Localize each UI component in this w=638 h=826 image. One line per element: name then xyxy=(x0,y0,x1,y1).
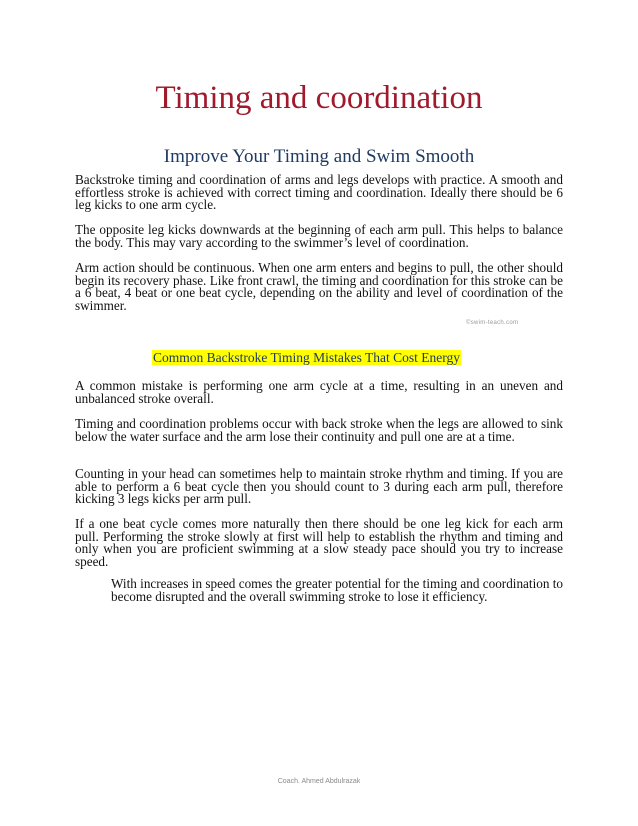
page-subtitle: Improve Your Timing and Swim Smooth xyxy=(163,146,475,167)
paragraph-one-beat-cycle: If a one beat cycle comes more naturally then there should be one leg kick for each arm pull. Performing the stroke slowly at first will help to establish the rhythm and timing and only when you are proficient swimming at a slow steady pace should you try to increase speed. xyxy=(75,516,563,569)
paragraph-counting: Counting in your head can sometimes help to maintain stroke rhythm and timing. If you are able to perform a 6 beat cycle then you should count to 3 during each arm pull, therefore kicking 3 legs kicks per arm pull. xyxy=(75,466,563,507)
indented-quote: With increases in speed comes the greater potential for the timing and coordination to become disrupted and the overall swimming stroke to lose it efficiency. xyxy=(111,576,563,604)
paragraph-leg-kicks: The opposite leg kicks downwards at the beginning of each arm pull. This helps to balance the body. This may vary according to the swimmer’s level of coordination. xyxy=(75,222,563,250)
section-heading-mistakes: Common Backstroke Timing Mistakes That Cost Energy xyxy=(153,350,461,365)
paragraph-arm-action: Arm action should be continuous. When one arm enters and begins to pull, the other should begin its recovery phase. Like front crawl, the timing and coordination for this stroke can be a 6 beat, 4 beat or one beat cycle, depending on the ability and level of coordination of the swimmer. xyxy=(75,260,563,313)
paragraph-timing-intro: Backstroke timing and coordination of arms and legs develops with practice. A smooth and effortless stroke is achieved with correct timing and coordination. Ideally there should be 6 leg kicks to one arm cycle. xyxy=(75,172,563,213)
page-footer: Coach. Ahmed Abdulrazak xyxy=(277,778,361,785)
image-watermark: ©swim-teach.com xyxy=(466,320,519,326)
paragraph-coordination-problems: Timing and coordination problems occur with back stroke when the legs are allowed to sink below the water surface and the arm lose their continuity and pull one are at a time. xyxy=(75,416,563,444)
paragraph-common-mistake: A common mistake is performing one arm cycle at a time, resulting in an uneven and unbalanced stroke overall. xyxy=(75,378,563,406)
page-title: Timing and coordination xyxy=(155,80,483,116)
